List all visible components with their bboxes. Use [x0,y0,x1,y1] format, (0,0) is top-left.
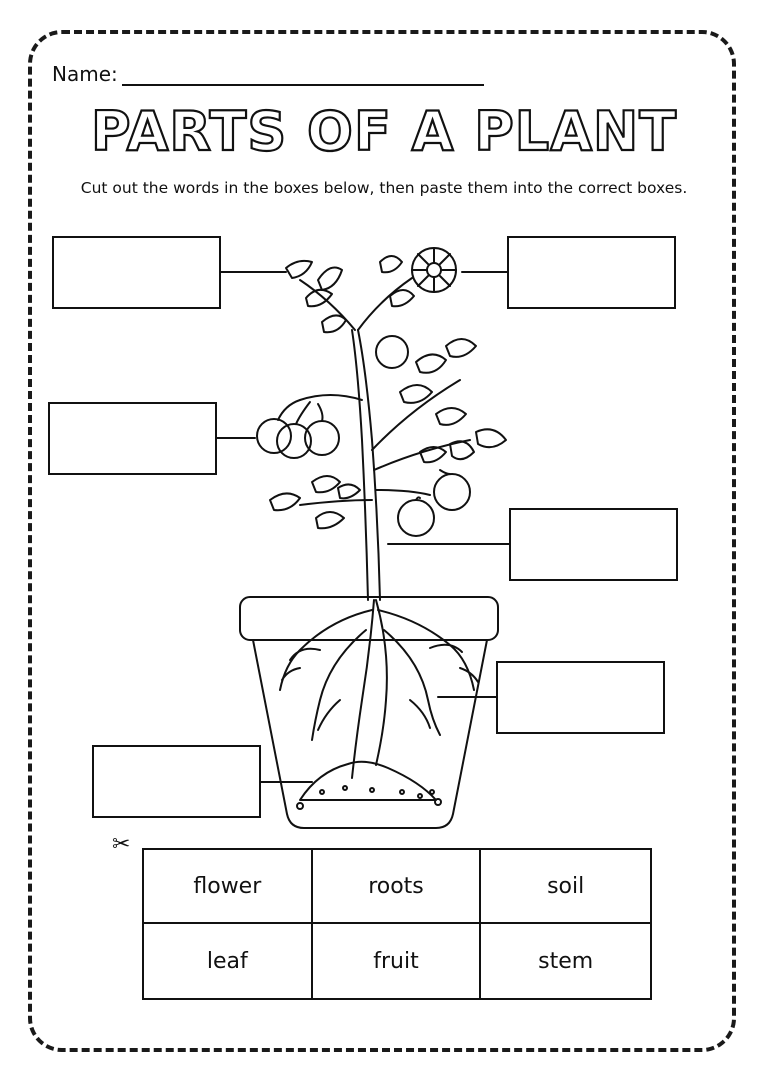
scissors-icon: ✂ [112,832,131,857]
instructions-text: Cut out the words in the boxes below, then paste them into the correct boxes. [80,179,688,197]
name-label: Name: [52,62,118,86]
stem-main [352,330,368,600]
pot-rim [240,597,498,640]
word-cell: roots [313,850,482,924]
root-main [352,600,374,778]
word-cell: stem [538,948,594,974]
word-cell: flower [144,850,313,924]
word-cell: soil [481,850,650,924]
word-cell: leaf [144,924,313,998]
page-title: PARTS OF A PLANT [90,100,678,163]
word-table [142,848,652,1000]
flower-illustration [412,248,456,292]
word-cell: fruit [313,924,482,998]
